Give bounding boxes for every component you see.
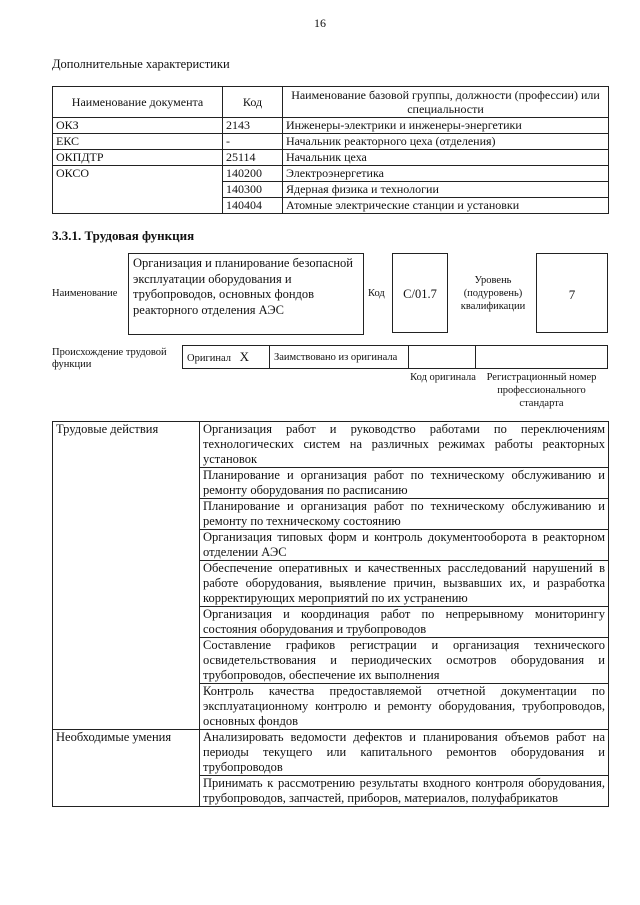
activity-item: Планирование и организация работ по техническому обслуживанию и ремонту по техническому состоянию bbox=[200, 499, 609, 530]
activity-item: Организация работ и руководство работами по переключениям технологических систем на различных режимах работы реакторных установок bbox=[200, 422, 609, 468]
header-doc: Наименование документа bbox=[53, 87, 223, 118]
doc-cell: ОКСО bbox=[53, 166, 223, 214]
code-cell: 25114 bbox=[223, 150, 283, 166]
code-original-cell bbox=[409, 346, 476, 369]
activity-item: Составление графиков регистрации и организация технического освидетельствования и периодических осмотров оборудования и трубопроводов, обеспечение их выполнения bbox=[200, 638, 609, 684]
activity-item: Организация и координация работ по непрерывному мониторингу состояния оборудования и трубопроводов bbox=[200, 607, 609, 638]
activity-item: Организация типовых форм и контроль документооборота в реакторном отделении АЭС bbox=[200, 530, 609, 561]
origin-label: Происхождение трудовой функции bbox=[52, 347, 167, 370]
table-header-row bbox=[53, 87, 609, 118]
table-row bbox=[53, 422, 609, 468]
table-row bbox=[53, 607, 609, 638]
name-cell: Инженеры-электрики и инженеры-энергетики bbox=[283, 118, 609, 134]
doc-cell: ОКПДТР bbox=[53, 150, 223, 166]
activities-label-spacer bbox=[53, 607, 200, 638]
table-row bbox=[53, 684, 609, 730]
level-label: Уровень (подуровень) квалификации bbox=[460, 275, 526, 312]
activities-label-spacer bbox=[53, 561, 200, 607]
characteristics-table bbox=[52, 86, 609, 214]
function-title: 3.3.1. Трудовая функция bbox=[52, 228, 195, 243]
original-cell bbox=[183, 346, 270, 369]
table-row bbox=[53, 638, 609, 684]
code-box bbox=[392, 253, 448, 333]
name-label: Наименование bbox=[52, 288, 118, 299]
table-row bbox=[53, 118, 609, 134]
code-cell: 2143 bbox=[223, 118, 283, 134]
activity-item: Контроль качества предоставляемой отчетной документации по эксплуатационному контролю и ремонту оборудования, трубопроводов, основных фондов bbox=[200, 684, 609, 730]
name-cell: Начальник цеха bbox=[283, 150, 609, 166]
origin-table bbox=[182, 345, 608, 369]
skill-item: Принимать к рассмотрению результаты входного контроля оборудования, трубопроводов, запчастей, приборов, материалов, полуфабрикатов bbox=[200, 776, 609, 807]
table-row bbox=[53, 166, 609, 182]
activity-item: Обеспечение оперативных и качественных расследований нарушений в работе оборудования, выявление причин, вызвавших их, и разработка корректирующих мероприятий по их устранению bbox=[200, 561, 609, 607]
doc-cell: ЕКС bbox=[53, 134, 223, 150]
activities-label-spacer bbox=[53, 684, 200, 730]
table-row bbox=[53, 561, 609, 607]
table-row bbox=[53, 530, 609, 561]
name-cell: Электроэнергетика bbox=[283, 166, 609, 182]
code-value: C/01.7 bbox=[403, 287, 437, 301]
function-name-box: Организация и планирование безопасной эксплуатации оборудования и трубопроводов, основных фондов реакторного отделения АЭС bbox=[128, 253, 364, 335]
name-cell: Атомные электрические станции и установки bbox=[283, 198, 609, 214]
activity-item: Планирование и организация работ по техническому обслуживанию и ремонту оборудования по расписанию bbox=[200, 468, 609, 499]
table-row bbox=[53, 499, 609, 530]
header-name: Наименование базовой группы, должности (профессии) или специальности bbox=[283, 87, 609, 118]
skill-item: Анализировать ведомости дефектов и планирования объемов работ на периоды текущего или капитального ремонтов оборудования и трубопроводов bbox=[200, 730, 609, 776]
level-value: 7 bbox=[568, 287, 576, 302]
page-number: 16 bbox=[314, 16, 326, 30]
table-row bbox=[53, 776, 609, 807]
skills-label: Необходимые умения bbox=[53, 730, 200, 776]
table-row bbox=[53, 468, 609, 499]
original-label: Оригинал bbox=[187, 353, 231, 364]
code-cell: 140404 bbox=[223, 198, 283, 214]
table-row bbox=[53, 730, 609, 776]
code-label: Код bbox=[368, 288, 385, 299]
activities-table bbox=[52, 421, 609, 807]
activities-label-spacer bbox=[53, 468, 200, 499]
name-cell: Начальник реакторного цеха (отделения) bbox=[283, 134, 609, 150]
code-cell: - bbox=[223, 134, 283, 150]
activities-label: Трудовые действия bbox=[53, 422, 200, 468]
skills-label-spacer bbox=[53, 776, 200, 807]
activities-label-spacer bbox=[53, 499, 200, 530]
reg-number-label: Регистрационный номер профессионального стандарта bbox=[486, 372, 597, 409]
header-code: Код bbox=[223, 87, 283, 118]
reg-number-cell bbox=[476, 346, 608, 369]
activities-label-spacer bbox=[53, 530, 200, 561]
code-cell: 140300 bbox=[223, 182, 283, 198]
original-mark: X bbox=[239, 349, 250, 364]
activities-label-spacer bbox=[53, 638, 200, 684]
borrowed-cell: Заимствовано из оригинала bbox=[270, 346, 409, 369]
table-row bbox=[53, 150, 609, 166]
section-heading: Дополнительные характеристики bbox=[52, 57, 230, 71]
doc-cell: ОКЗ bbox=[53, 118, 223, 134]
code-cell: 140200 bbox=[223, 166, 283, 182]
table-row bbox=[53, 134, 609, 150]
code-original-label: Код оригинала bbox=[410, 372, 476, 383]
level-box bbox=[536, 253, 608, 333]
name-cell: Ядерная физика и технологии bbox=[283, 182, 609, 198]
